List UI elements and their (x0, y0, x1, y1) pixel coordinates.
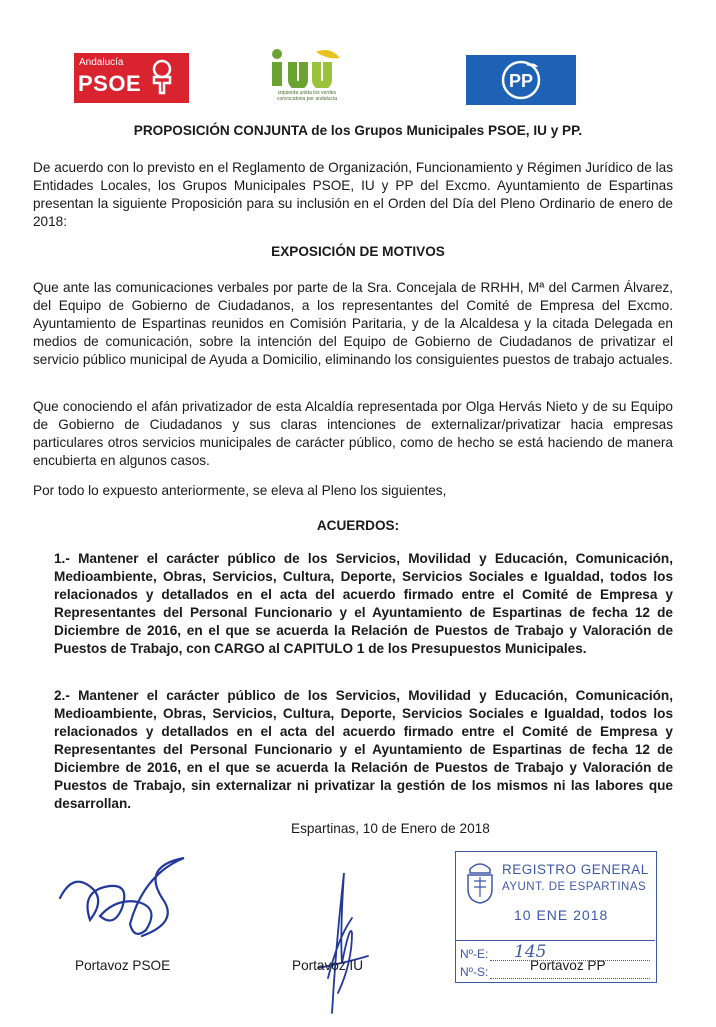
registry-stamp (455, 851, 657, 983)
psoe-logo (74, 53, 189, 103)
pp-emblem-icon (498, 59, 544, 101)
pp-logo (466, 55, 576, 105)
psoe-logo-text: PSOE (78, 71, 142, 96)
iu-logo-caption (258, 90, 356, 102)
iu-caption-line-1: izquierda unida los verdes (277, 90, 337, 96)
signature-label-iu: Portavoz IU (292, 958, 364, 973)
motive-paragraph-2: Que conociendo el afán privatizador de esta Alcaldía representada por Olga Hervás Nieto y de su Equipo de Gobierno de Ciudadanos y sus claras intenciones de externalizar/privatizar hacia empresas particulares otros servicios municipales de carácter público, como de hecho se está haciendo de manera encubierta en algunos casos. (33, 399, 673, 468)
motive-paragraph-3: Por todo lo expuesto anteriormente, se eleva al Pleno los siguientes, (33, 483, 447, 498)
psoe-signature (52, 836, 227, 946)
iu-logo (258, 42, 356, 108)
stamp-exit-line (490, 978, 650, 979)
iu-emblem-icon (270, 48, 344, 88)
agreement-2: 2.- Mantener el carácter público de los Servicios, Movilidad y Educación, Comunicación, Medioambiente, Obras, Servicios, Cultura, Deporte, Servicios Sociales e Igualdad, todos los relacionados y detallados en el acta del acuerdo firmado entre el Comité de Empresa y Representantes del Personal Funcionario y el Ayuntamiento de Espartinas de fecha 12 de Diciembre de 2016, en el que se acuerda la Relación de Puestos de Trabajo y Valoración de Puestos de Trabajo, sin externalizar ni privatizar la gestión de los mismos ni las labores que desarrollan. (54, 688, 673, 811)
motive-paragraph-1: Que ante las comunicaciones verbales por parte de la Sra. Concejala de RRHH, Mª del Carmen Álvarez, del Equipo de Gobierno de Ciudadanos, a los representantes del Comité de Empresa del Excmo. Ayuntamiento de Espartinas reunidos en Comisión Paritaria, y de la Alcaldesa y la citada Delegada en medios de comunicación, sobre la intención del Equipo de Gobierno de Ciudadanos de privatizar el servicio público municipal de Ayuda a Domicilio, eliminando los consiguientes puestos de trabajo actuales. (33, 280, 673, 367)
stamp-divider (456, 940, 655, 941)
signature-label-psoe: Portavoz PSOE (75, 958, 171, 973)
psoe-logo-region: Andalucía (79, 57, 124, 68)
document-heading: PROPOSICIÓN CONJUNTA de los Grupos Municipales PSOE, IU y PP. (133, 123, 583, 138)
section-title: EXPOSICIÓN DE MOTIVOS (271, 244, 445, 259)
stamp-entry-number: 145 (514, 942, 547, 962)
pp-logo-text: PP (508, 71, 534, 91)
municipal-crest-icon (464, 861, 496, 905)
stamp-date: 10 ENE 2018 (514, 907, 609, 923)
stamp-entry-label: Nº-E: (460, 947, 489, 961)
intro-paragraph: De acuerdo con lo previsto en el Reglamento de Organización, Funcionamiento y Régimen Jurídico de las Entidades Locales, los Grupos Municipales PSOE, IU y PP del Excmo. Ayuntamiento de Espartinas presentan la siguiente Proposición para su inclusión en el Orden del Día del Pleno Ordinario de enero de 2018: (33, 160, 673, 229)
stamp-subtitle: AYUNT. DE ESPARTINAS (502, 881, 647, 893)
fist-rose-icon (145, 59, 179, 97)
signature-label-pp: Portavoz PP (530, 958, 606, 973)
iu-signature (298, 868, 378, 1018)
agreement-1: 1.- Mantener el carácter público de los Servicios, Movilidad y Educación, Comunicación, Medioambiente, Obras, Servicios, Cultura, Deporte, Servicios Sociales e Igualdad, todos los relacionados y detallados en el acta del acuerdo firmado entre el Comité de Empresa y Representantes del Personal Funcionario y el Ayuntamiento de Espartinas de fecha 12 de Diciembre de 2016, en el que se acuerda la Relación de Puestos de Trabajo y Valoración de Puestos de Trabajo, con CARGO al CAPITULO 1 de los Presupuestos Municipales. (54, 551, 673, 656)
iu-caption-line-2: convocatoria por andalucía (276, 96, 338, 102)
stamp-title: REGISTRO GENERAL (502, 862, 649, 877)
date-place: Espartinas, 10 de Enero de 2018 (291, 821, 490, 836)
stamp-exit-label: Nº-S: (460, 965, 489, 979)
agreements-title: ACUERDOS: (316, 518, 400, 533)
